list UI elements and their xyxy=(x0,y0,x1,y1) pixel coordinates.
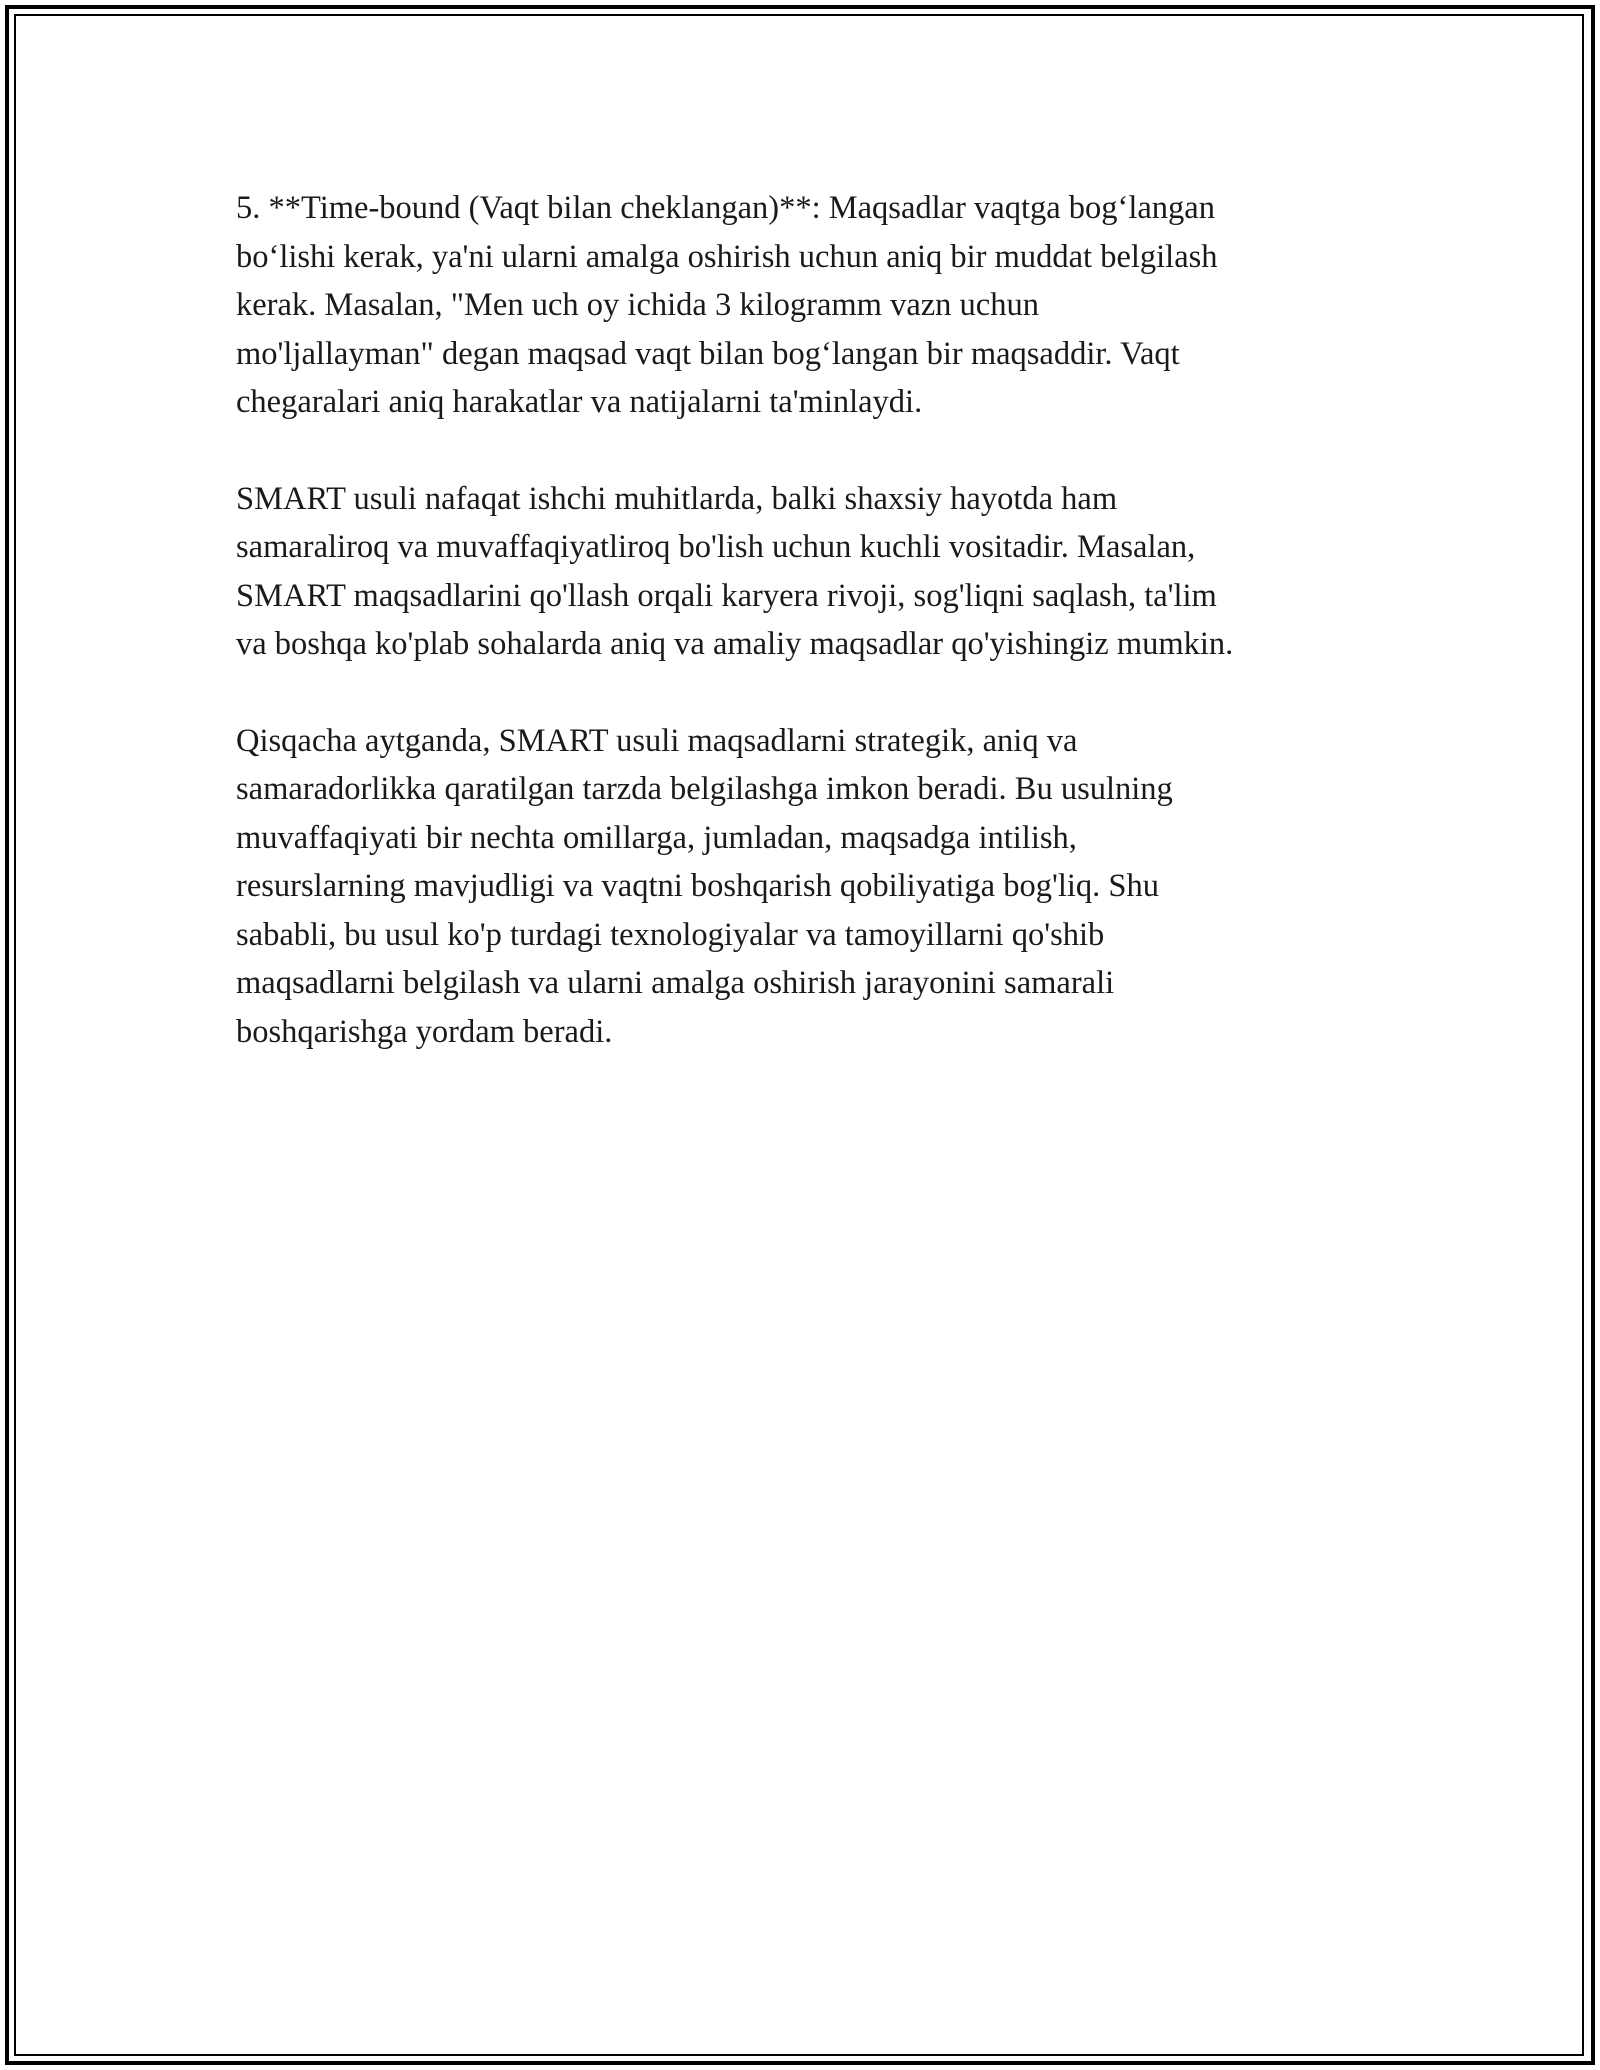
text-line: sababli, bu usul ko'p turdagi texnologiyalar va tamoyillarni qo'shib xyxy=(236,916,1105,953)
paragraph-smart-usage xyxy=(236,475,1376,669)
paragraph-summary xyxy=(236,717,1376,1057)
text-line: samaraliroq va muvaffaqiyatliroq bo'lish uchun kuchli vositadir. Masalan, xyxy=(236,529,1196,565)
text-line: muvaffaqiyati bir nechta omillarga, jumladan, maqsadga intilish, xyxy=(236,819,1077,856)
text-line: SMART usuli nafaqat ishchi muhitlarda, balki shaxsiy hayotda ham xyxy=(236,480,1118,517)
paragraph-time-bound xyxy=(236,184,1376,427)
text-line: SMART maqsadlarini qo'llash orqali karyera rivoji, sog'liqni saqlash, ta'lim xyxy=(236,577,1217,614)
text-line: 5. **Time-bound (Vaqt bilan cheklangan)**: Maqsadlar vaqtga bog‘langan xyxy=(236,190,1215,226)
text-line: Qisqacha aytganda, SMART usuli maqsadlarni strategik, aniq va xyxy=(236,722,1078,759)
text-line: bo‘lishi kerak, ya'ni ularni amalga oshirish uchun aniq bir muddat belgilash xyxy=(236,238,1218,275)
text-line: maqsadlarni belgilash va ularni amalga oshirish jarayonini samarali xyxy=(236,965,1115,1001)
text-line: va boshqa ko'plab sohalarda aniq va amaliy maqsadlar qo'yishingiz mumkin. xyxy=(236,626,1234,662)
text-line: resurslarning mavjudligi va vaqtni boshqarish qobiliyatiga bog'liq. Shu xyxy=(236,868,1159,904)
text-line: mo'ljallayman" degan maqsad vaqt bilan bog‘langan bir maqsaddir. Vaqt xyxy=(236,335,1180,372)
document-body xyxy=(236,184,1376,1056)
text-line: kerak. Masalan, "Men uch oy ichida 3 kilogramm vazn uchun xyxy=(236,287,1039,323)
text-line: samaradorlikka qaratilgan tarzda belgilashga imkon beradi. Bu usulning xyxy=(236,771,1173,807)
text-line: chegaralari aniq harakatlar va natijalarni ta'minlaydi. xyxy=(236,384,923,420)
text-line: boshqarishga yordam beradi. xyxy=(236,1013,613,1050)
